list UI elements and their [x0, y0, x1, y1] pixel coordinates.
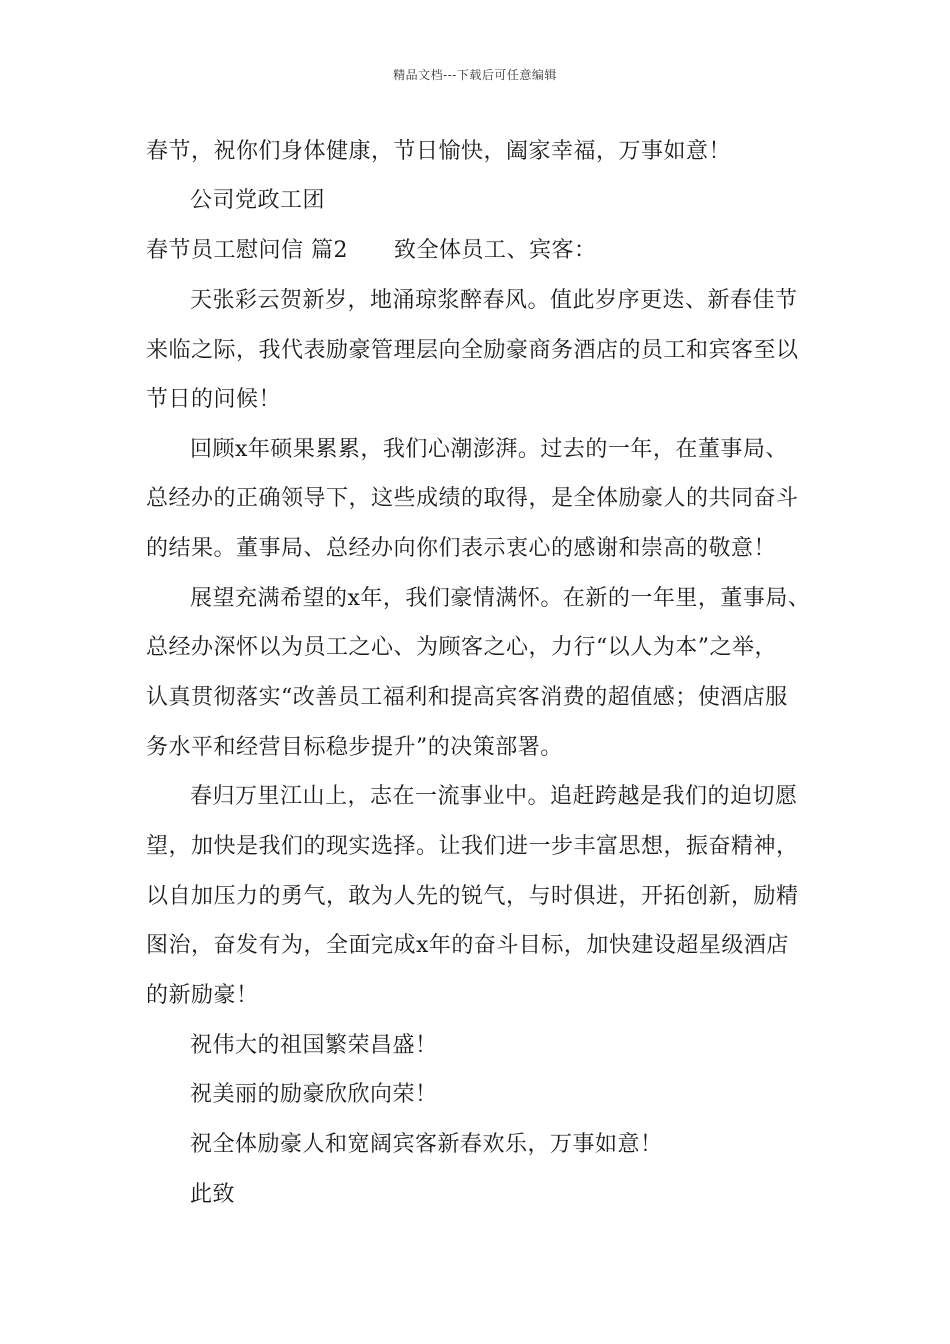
closing-line: 此致: [190, 1182, 236, 1207]
paragraph-line: 春归万里江山上，志在一流事业中。追赶跨越是我们的迫切愿: [190, 784, 798, 809]
wish-line: 祝伟大的祖国繁荣昌盛！: [190, 1033, 438, 1058]
paragraph-line: 总经办的正确领导下，这些成绩的取得，是全体励豪人的共同奋斗: [146, 486, 799, 511]
paragraph-line: 总经办深怀以为员工之心、为顾客之心，力行“以人为本”之举，: [146, 635, 777, 660]
wish-line: 祝美丽的励豪欣欣向荣！: [190, 1082, 438, 1107]
paragraph-line: 的新励豪！: [146, 983, 259, 1008]
paragraph-line: 节日的问候！: [146, 387, 282, 412]
section-heading: [146, 236, 597, 266]
section-title: 春节员工慰问信 篇2: [146, 238, 348, 263]
paragraph-line: 回顾x年硕果累累，我们心潮澎湃。过去的一年，在董事局、: [190, 437, 788, 462]
wish-line: 祝全体励豪人和宽阔宾客新春欢乐，万事如意！: [190, 1132, 663, 1157]
salutation: 致全体员工、宾客：: [394, 238, 597, 263]
paragraph-line: 展望充满希望的x年，我们豪情满怀。在新的一年里，董事局、: [190, 586, 811, 611]
page-header: 精品文档---下载后可任意编辑: [393, 68, 557, 82]
paragraph-line: 认真贯彻落实“改善员工福利和提高宾客消费的超值感；使酒店服: [146, 685, 788, 710]
paragraph-line: 来临之际，我代表励豪管理层向全励豪商务酒店的员工和宾客至以: [146, 338, 799, 363]
paragraph-line: 图治，奋发有为，全面完成x年的奋斗目标，加快建设超星级酒店: [146, 933, 789, 958]
paragraph-line: 望，加快是我们的现实选择。让我们进一步丰富思想，振奋精神，: [146, 834, 799, 859]
paragraph-line: 务水平和经营目标稳步提升”的决策部署。: [146, 735, 563, 760]
paragraph-line: 以自加压力的勇气，敢为人先的锐气，与时俱进，开拓创新，励精: [146, 884, 799, 909]
signature-line: 公司党政工团: [190, 188, 326, 213]
paragraph-line: 的结果。董事局、总经办向你们表示衷心的感谢和崇高的敬意！: [146, 536, 777, 561]
paragraph-line: 天张彩云贺新岁，地涌琼浆醉春风。值此岁序更迭、新春佳节: [190, 288, 798, 313]
text-line: 春节，祝你们身体健康，节日愉快，阖家幸福，万事如意！: [146, 139, 732, 164]
